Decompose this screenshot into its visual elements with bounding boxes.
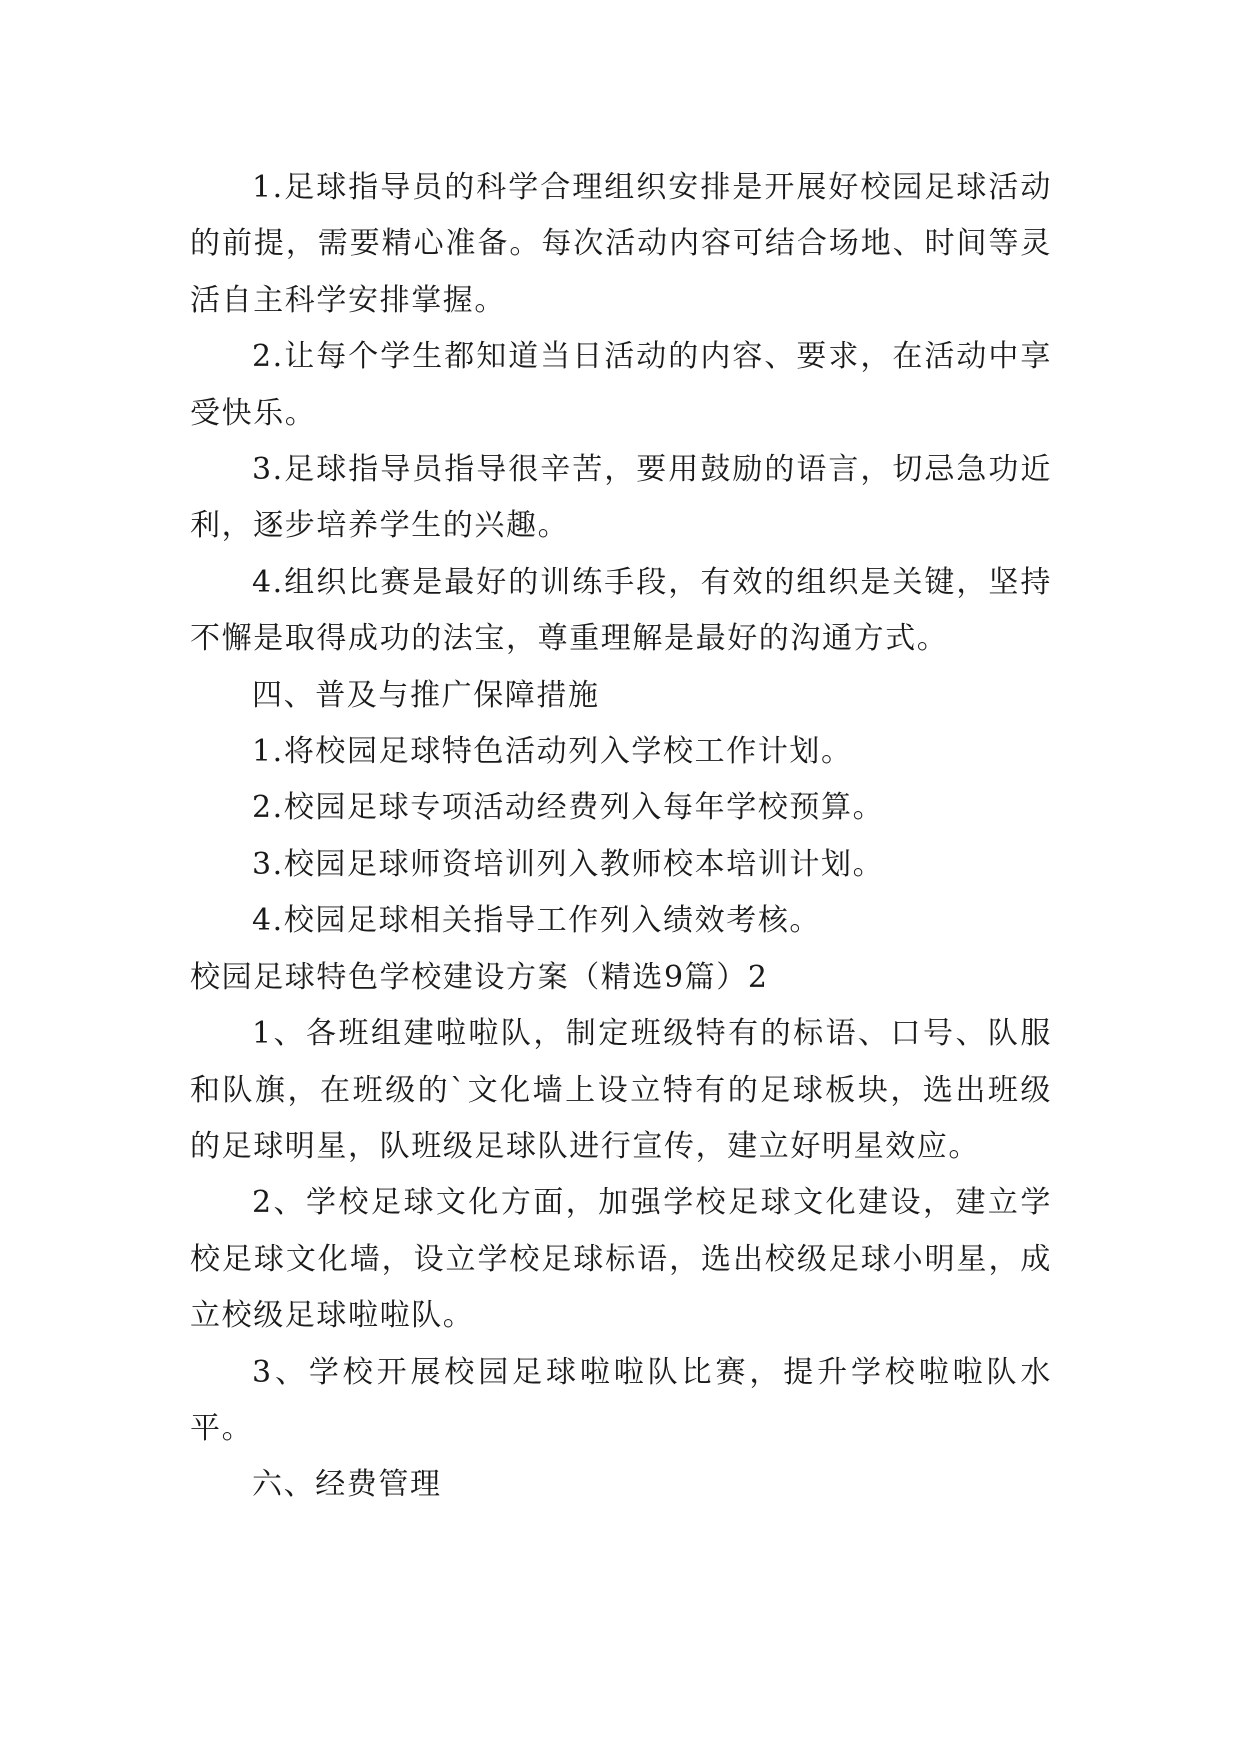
paragraph: 2.校园足球专项活动经费列入每年学校预算。	[252, 790, 885, 826]
paragraph: 2.让每个学生都知道当日活动的内容、要求，在活动中享受快乐。	[190, 339, 1052, 431]
paragraph: 4.组织比赛是最好的训练手段，有效的组织是关键，坚持不懈是取得成功的法宝，尊重理解是最好的沟通方式。	[190, 564, 1052, 657]
paragraph: 1.足球指导员的科学合理组织安排是开展好校园足球活动的前提，需要精心准备。每次活动内容可结合场地、时间等灵活自主科学安排掌握。	[190, 170, 1052, 318]
paragraph: 4.校园足球相关指导工作列入绩效考核。	[252, 903, 822, 939]
paragraph: 3.足球指导员指导很辛苦，要用鼓励的语言，切忌急功近利，逐步培养学生的兴趣。	[190, 452, 1052, 544]
section-heading: 六、经费管理	[252, 1467, 442, 1503]
paragraph: 3.校园足球师资培训列入教师校本培训计划。	[252, 846, 885, 882]
paragraph: 2、学校足球文化方面，加强学校足球文化建设，建立学校足球文化墙，设立学校足球标语，选出校级足球小明星，成立校级足球啦啦队。	[190, 1185, 1052, 1334]
document-page	[190, 160, 1052, 1514]
paragraph: 3、学校开展校园足球啦啦队比赛，提升学校啦啦队水平。	[190, 1354, 1052, 1446]
paragraph: 1、各班组建啦啦队，制定班级特有的标语、口号、队服和队旗，在班级的`文化墙上设立特有的足球板块，选出班级的足球明星，队班级足球队进行宣传，建立好明星效应。	[190, 1016, 1052, 1164]
section-heading: 四、普及与推广保障措施	[252, 677, 600, 713]
document-section-title: 校园足球特色学校建设方案（精选9篇）2	[190, 959, 769, 995]
paragraph: 1.将校园足球特色活动列入学校工作计划。	[252, 734, 853, 770]
